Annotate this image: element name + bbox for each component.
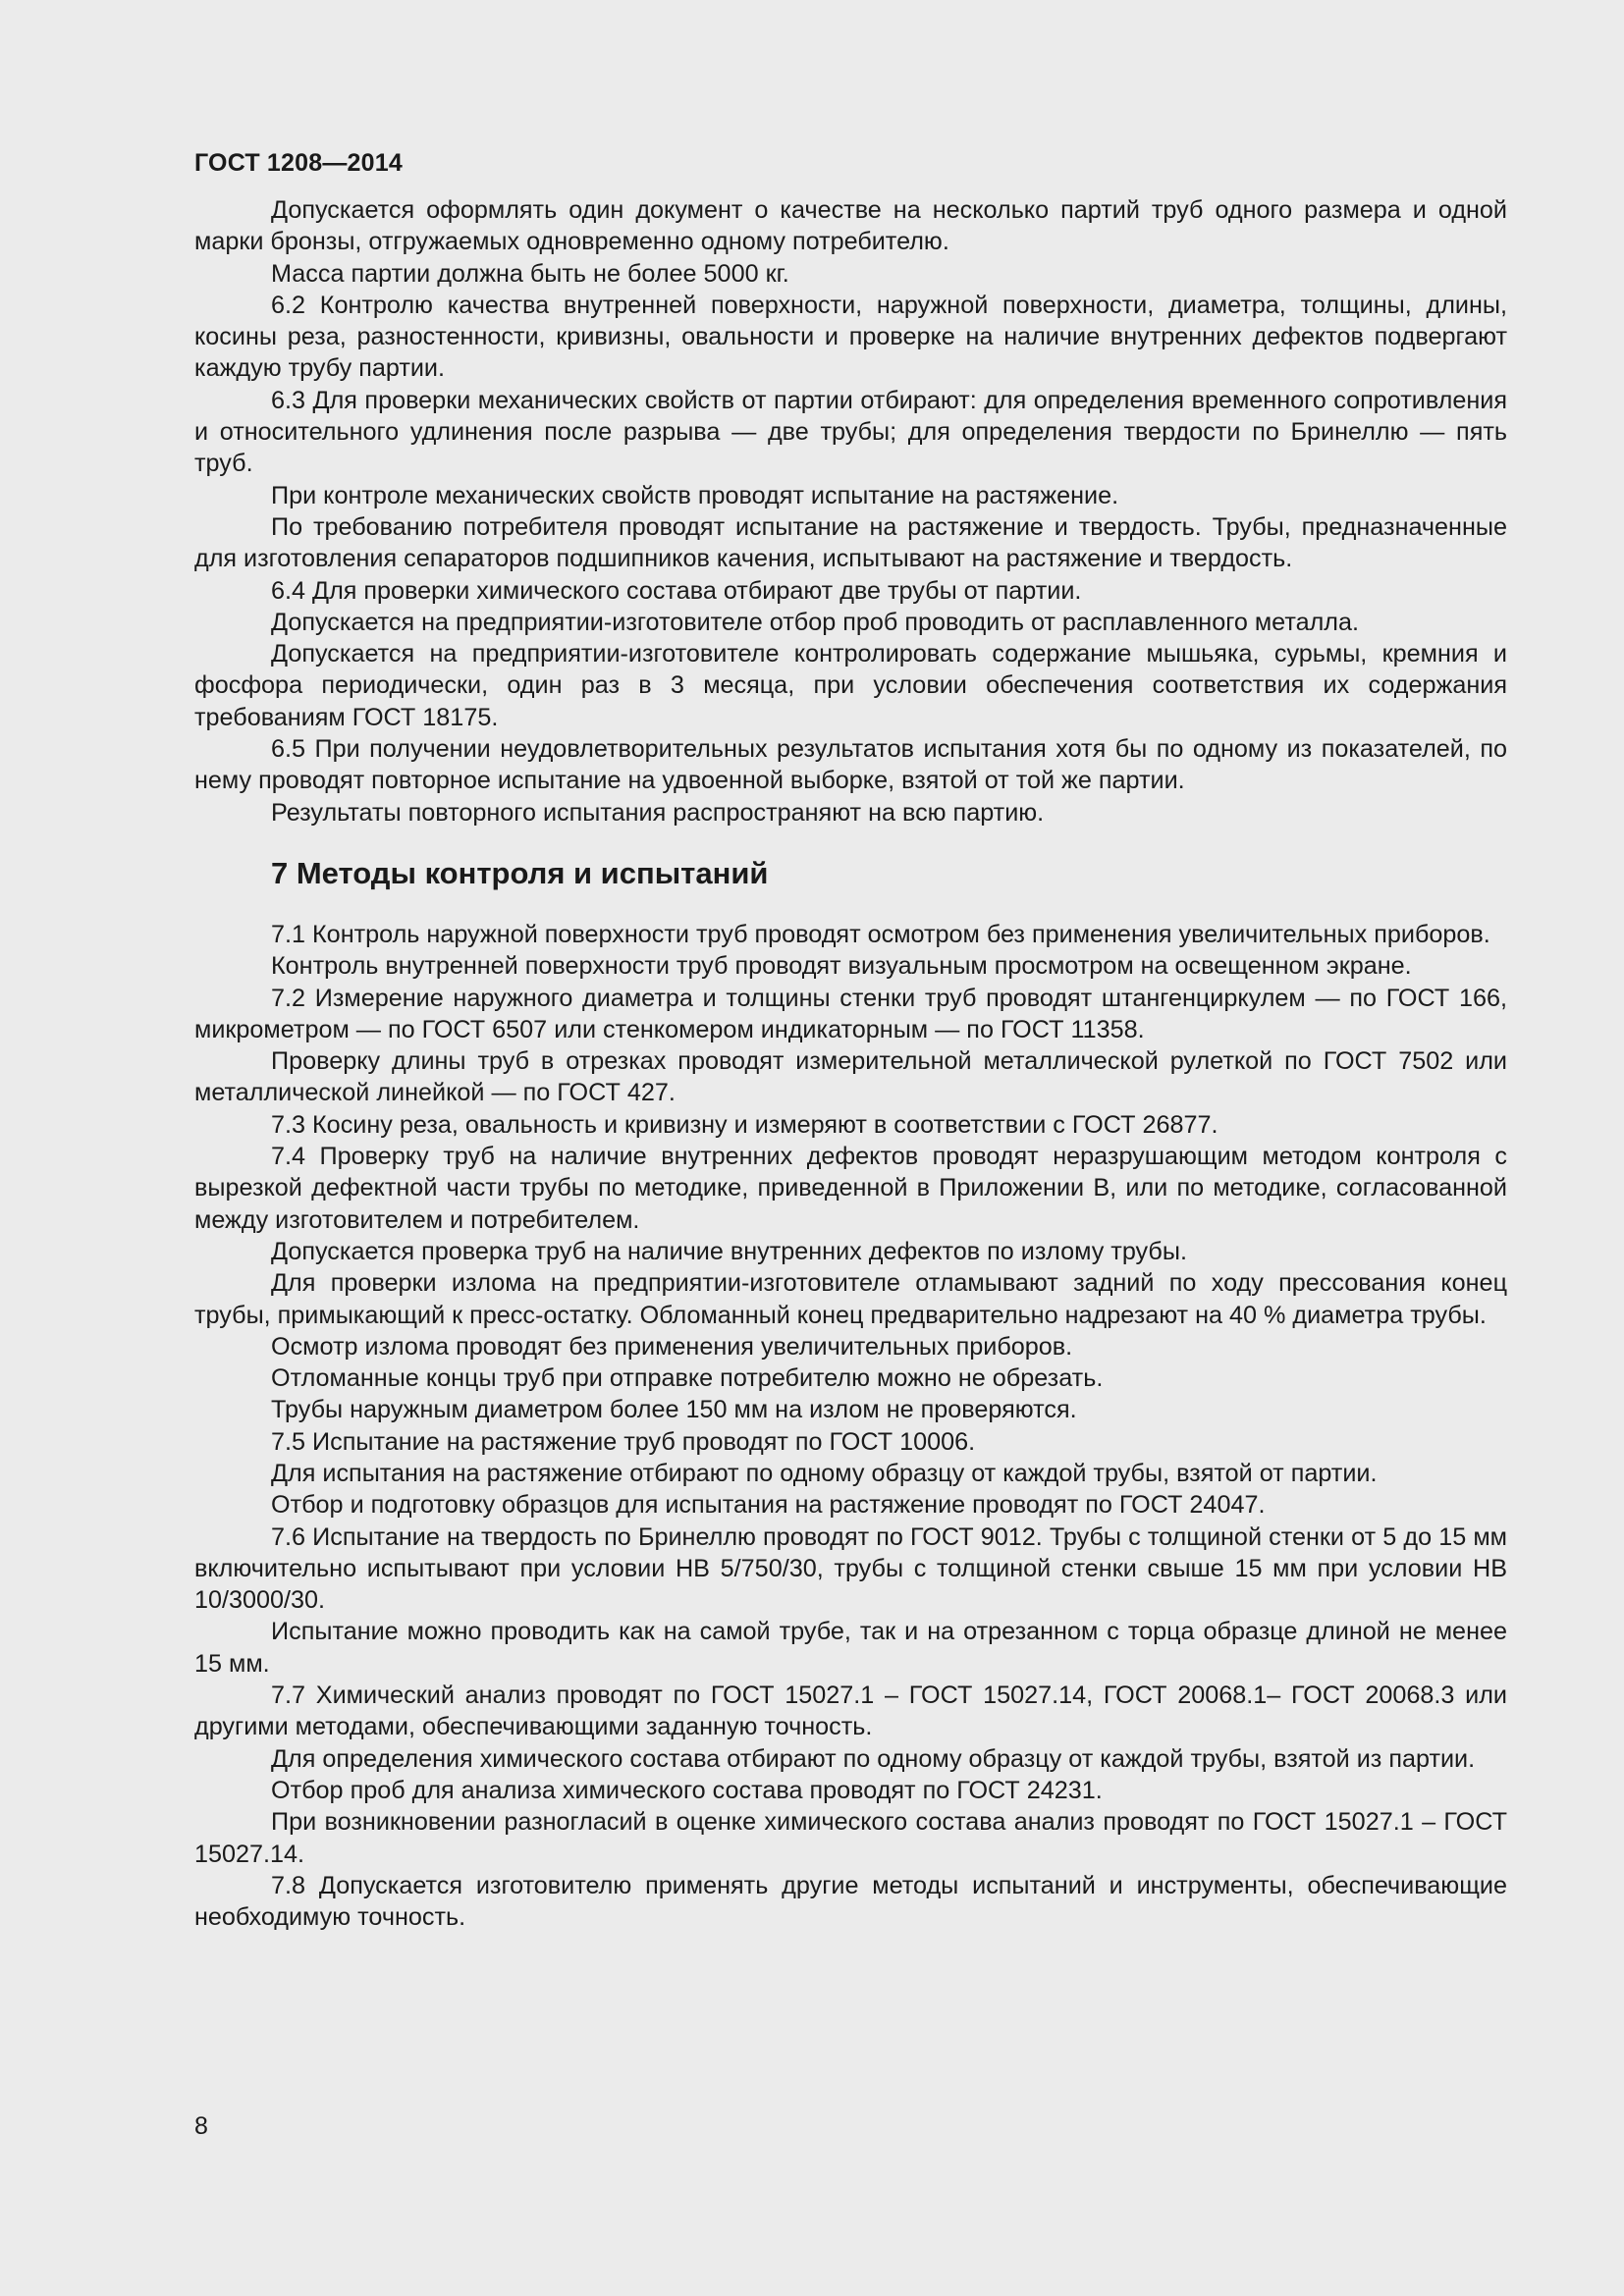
paragraph: По требованию потребителя проводят испытание на растяжение и твердость. Трубы, предназначенные для изготовления сепараторов подшипников качения, испытывают на растяжение и твердость. xyxy=(194,512,1507,573)
section-7-heading: 7 Методы контроля и испытаний xyxy=(271,855,769,890)
paragraph: Испытание можно проводить как на самой трубе, так и на отрезанном с торца образце длиной не менее 15 мм. xyxy=(194,1618,1507,1678)
paragraph: Допускается оформлять один документ о качестве на несколько партий труб одного размера и одной марки бронзы, отгружаемых одновременно одному потребителю. xyxy=(194,196,1507,256)
paragraph-7-5: 7.5 Испытание на растяжение труб проводят по ГОСТ 10006. xyxy=(271,1427,976,1456)
paragraph: Для определения химического состава отбирают по одному образцу от каждой трубы, взятой из партии. xyxy=(271,1744,1476,1773)
paragraph: Для проверки излома на предприятии-изготовителе отламывают задний по ходу прессования конец трубы, примыкающий к пресс-остатку. Обломанный конец предварительно надрезают на 40 % диаметра трубы. xyxy=(194,1269,1507,1329)
paragraph: Результаты повторного испытания распространяют на всю партию. xyxy=(271,798,1045,827)
paragraph: Допускается на предприятии-изготовителе отбор проб проводить от расплавленного металла. xyxy=(271,608,1360,636)
paragraph: Допускается проверка труб на наличие внутренних дефектов по излому трубы. xyxy=(271,1237,1187,1265)
page-number: 8 xyxy=(194,2112,208,2140)
document-code-header: ГОСТ 1208—2014 xyxy=(194,149,403,177)
paragraph-7-8: 7.8 Допускается изготовителю применять другие методы испытаний и инструменты, обеспечивающие необходимую точность. xyxy=(194,1871,1507,1932)
paragraph-6-3: 6.3 Для проверки механических свойств от партии отбирают: для определения временного сопротивления и относительного удлинения после разрыва — две трубы; для определения твердости по Бринеллю — пять труб. xyxy=(194,386,1507,478)
paragraph-6-4: 6.4 Для проверки химического состава отбирают две трубы от партии. xyxy=(271,576,1082,605)
paragraph: Отбор проб для анализа химического состава проводят по ГОСТ 24231. xyxy=(271,1776,1103,1804)
paragraph-7-3: 7.3 Косину реза, овальность и кривизну и измеряют в соответствии с ГОСТ 26877. xyxy=(271,1110,1218,1139)
paragraph-7-6: 7.6 Испытание на твердость по Бринеллю проводят по ГОСТ 9012. Трубы с толщиной стенки от 5 до 15 мм включительно испытывают при условии НВ 5/750/30, трубы с толщиной стенки свыше 15 мм при условии НВ 10/3000/30. xyxy=(194,1522,1507,1615)
paragraph-6-2: 6.2 Контролю качества внутренней поверхности, наружной поверхности, диаметра, толщины, длины, косины реза, разностенности, кривизны, овальности и проверке на наличие внутренних дефектов подвергают каждую трубу партии. xyxy=(194,291,1507,383)
paragraph-7-4: 7.4 Проверку труб на наличие внутренних дефектов проводят неразрушающим методом контроля с вырезкой дефектной части трубы по методике, приведенной в Приложении В, или по методике, согласованной между изготовителем и потребителем. xyxy=(194,1143,1507,1234)
paragraph: Трубы наружным диаметром более 150 мм на излом не проверяются. xyxy=(271,1396,1077,1424)
paragraph: Масса партии должна быть не более 5000 кг. xyxy=(271,259,789,288)
paragraph: Отломанные концы труб при отправке потребителю можно не обрезать. xyxy=(271,1364,1104,1393)
paragraph: Осмотр излома проводят без применения увеличительных приборов. xyxy=(271,1332,1073,1361)
paragraph: Отбор и подготовку образцов для испытания на растяжение проводят по ГОСТ 24047. xyxy=(271,1491,1266,1520)
paragraph: Для испытания на растяжение отбирают по одному образцу от каждой трубы, взятой от партии. xyxy=(271,1459,1378,1487)
paragraph-7-7: 7.7 Химический анализ проводят по ГОСТ 15027.1 – ГОСТ 15027.14, ГОСТ 20068.1– ГОСТ 20068.3 или другими методами, обеспечивающими заданную точность. xyxy=(194,1682,1507,1741)
paragraph: Проверку длины труб в отрезках проводят измерительной металлической рулеткой по ГОСТ 7502 или металлической линейкой — по ГОСТ 427. xyxy=(194,1047,1507,1107)
paragraph: Допускается на предприятии-изготовителе контролировать содержание мышьяка, сурьмы, кремния и фосфора периодически, один раз в 3 месяца, при условии обеспечения соответствия их содержания требованиям ГОСТ 18175. xyxy=(194,640,1507,731)
paragraph-7-2: 7.2 Измерение наружного диаметра и толщины стенки труб проводят штангенциркулем — по ГОСТ 166, микрометром — по ГОСТ 6507 или стенкомером индикаторным — по ГОСТ 11358. xyxy=(194,984,1507,1043)
paragraph-7-1: 7.1 Контроль наружной поверхности труб проводят осмотром без применения увеличительных приборов. xyxy=(271,920,1490,948)
paragraph: При возникновении разногласий в оценке химического состава анализ проводят по ГОСТ 15027.1 – ГОСТ 15027.14. xyxy=(194,1808,1507,1868)
paragraph: Контроль внутренней поверхности труб проводят визуальным просмотром на освещенном экране. xyxy=(271,952,1412,981)
page-content xyxy=(194,147,1507,1933)
paragraph: При контроле механических свойств проводят испытание на растяжение. xyxy=(271,481,1119,509)
paragraph-6-5: 6.5 При получении неудовлетворительных результатов испытания хотя бы по одному из показателей, по нему проводят повторное испытание на удвоенной выборке, взятой от той же партии. xyxy=(194,735,1507,795)
